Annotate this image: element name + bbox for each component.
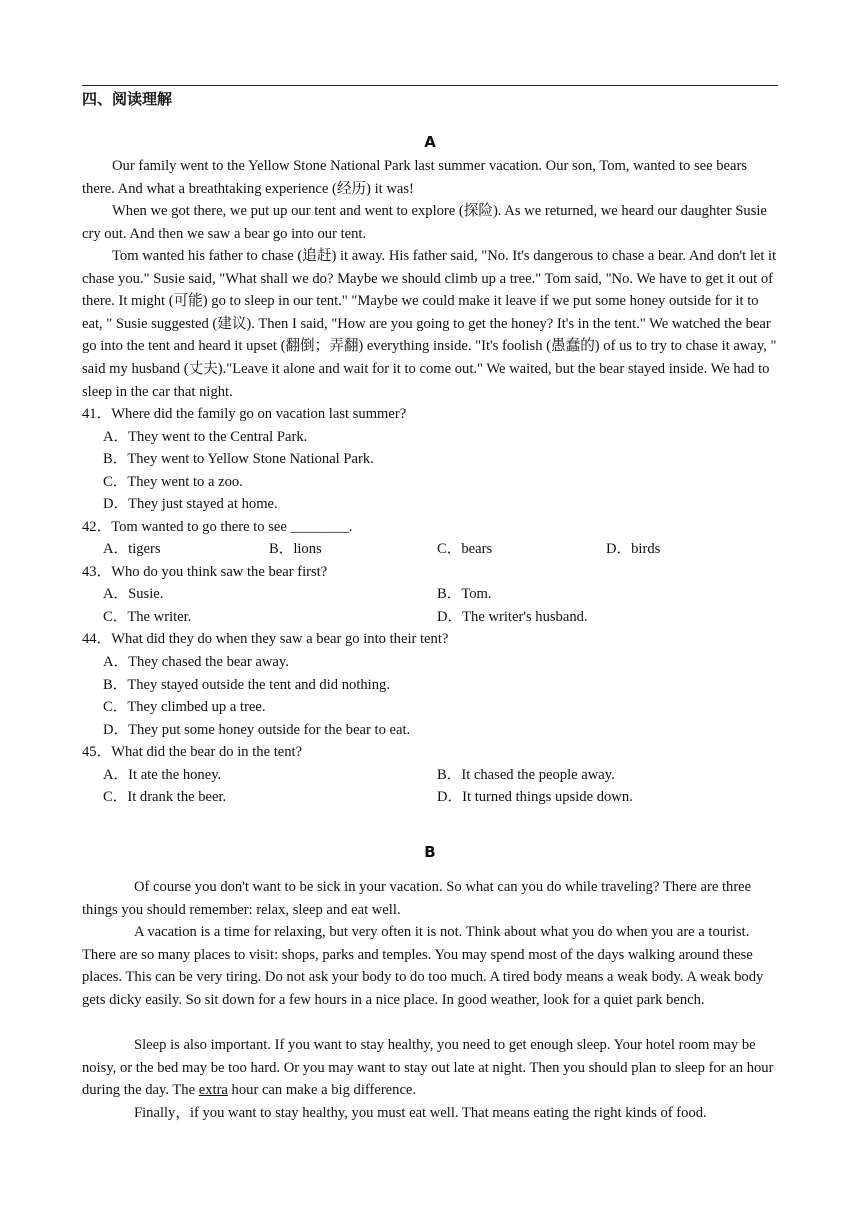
question-43-option-c[interactable]: C．The writer. [103,609,192,625]
passage-b-paragraph [82,1034,778,1102]
question-45-stem: 45．What did the bear do in the tent? [82,744,303,760]
question-41-option-b[interactable]: B．They went to Yellow Stone National Park. [103,451,374,467]
passage-a-paragraph: Our family went to the Yellow Stone National Park last summer vacation. Our son, Tom, wanted to see bears there. And what a breathtaking experience (经历) it was! [82,158,748,197]
question-44-option-a[interactable]: A．They chased the bear away. [103,654,289,670]
question-43-stem: 43．Who do you think saw the bear first? [82,564,328,580]
question-43-option-d[interactable]: D．The writer's husband. [437,609,588,625]
question-42-option-d[interactable]: D．birds [606,541,661,557]
question-45-option-a[interactable]: A．It ate the honey. [103,767,222,783]
underlined-word: extra [198,1082,228,1098]
passage-b-paragraph: A vacation is a time for relaxing, but very often it is not. Think about what you do when you are a tourist. There are so many places to visit: shops, parks and temples. You may spend most of the days walking around these places. This can be very tiring. Do not ask your body to do too much. A tired body means a weak body. A weak body gets dicky easily. So sit down for a few hours in a nice place. In good weather, look for a quiet park bench. [82,924,764,1008]
question-45-option-b[interactable]: B．It chased the people away. [437,767,615,783]
question-42-option-b[interactable]: B．lions [269,541,322,557]
question-45-option-d[interactable]: D．It turned things upside down. [437,789,633,805]
question-44-stem: 44．What did they do when they saw a bear go into their tent? [82,631,449,647]
passage-b-paragraph: Finally，if you want to stay healthy, you must eat well. That means eating the right kinds of food. [134,1105,707,1121]
question-44-option-d[interactable]: D．They put some honey outside for the bear to eat. [103,722,411,738]
question-42-option-c[interactable]: C．bears [437,541,493,557]
question-41-option-a[interactable]: A．They went to the Central Park. [103,429,308,445]
question-41-stem: 41．Where did the family go on vacation last summer? [82,406,407,422]
question-44-option-c[interactable]: C．They climbed up a tree. [103,699,266,715]
question-44-option-b[interactable]: B．They stayed outside the tent and did nothing. [103,677,390,693]
passage-b-text: hour can make a big difference. [227,1082,417,1098]
question-43-option-a[interactable]: A．Susie. [103,586,164,602]
question-43-option-b[interactable]: B．Tom. [437,586,492,602]
question-41-option-d[interactable]: D．They just stayed at home. [103,496,278,512]
question-42-option-a[interactable]: A．tigers [103,541,161,557]
passage-a-paragraph: When we got there, we put up our tent and went to explore (探险). As we returned, we heard our daughter Susie cry out. And then we saw a bear go into our tent. [82,203,767,242]
passage-a-heading: A [424,133,436,151]
passage-b-paragraph: Of course you don't want to be sick in your vacation. So what can you do while traveling? There are three things you should remember: relax, sleep and eat well. [82,879,752,918]
question-42-stem: 42．Tom wanted to go there to see ________. [82,519,353,535]
top-rule [82,85,778,86]
question-41-option-c[interactable]: C．They went to a zoo. [103,474,243,490]
section-title: 四、阅读理解 [82,90,173,108]
passage-b-text: Sleep is also important. If you want to stay healthy, you need to get enough sleep. Your hotel room may be noisy, or the bed may be too hard. Or you may want to stay out late at night. Then you should plan to sleep for an hour during the day. The [82,1037,774,1098]
passage-a-paragraph: Tom wanted his father to chase (追赶) it away. His father said, "No. It's dangerous to chase a bear. And don't let it chase you." Susie said, "What shall we do? Maybe we should climb up a tree." Tom said, "No. We have to get it out of there. It might (可能) go to sleep in our tent." "Maybe we could make it leave if we put some honey outside for it to eat, " Susie suggested (建议). Then I said, "How are you going to get the honey? It's in the tent." We watched the bear go into the tent and heard it upset (翻倒；弄翻) everything inside. "It's foolish (愚蠢的) of us to try to chase it away, " said my husband (丈夫)."Leave it alone and wait for it to come out." We waited, but the bear stayed inside. We had to sleep in the car that night. [82,248,777,400]
passage-b-heading: B [424,843,436,861]
question-45-option-c[interactable]: C．It drank the beer. [103,789,227,805]
